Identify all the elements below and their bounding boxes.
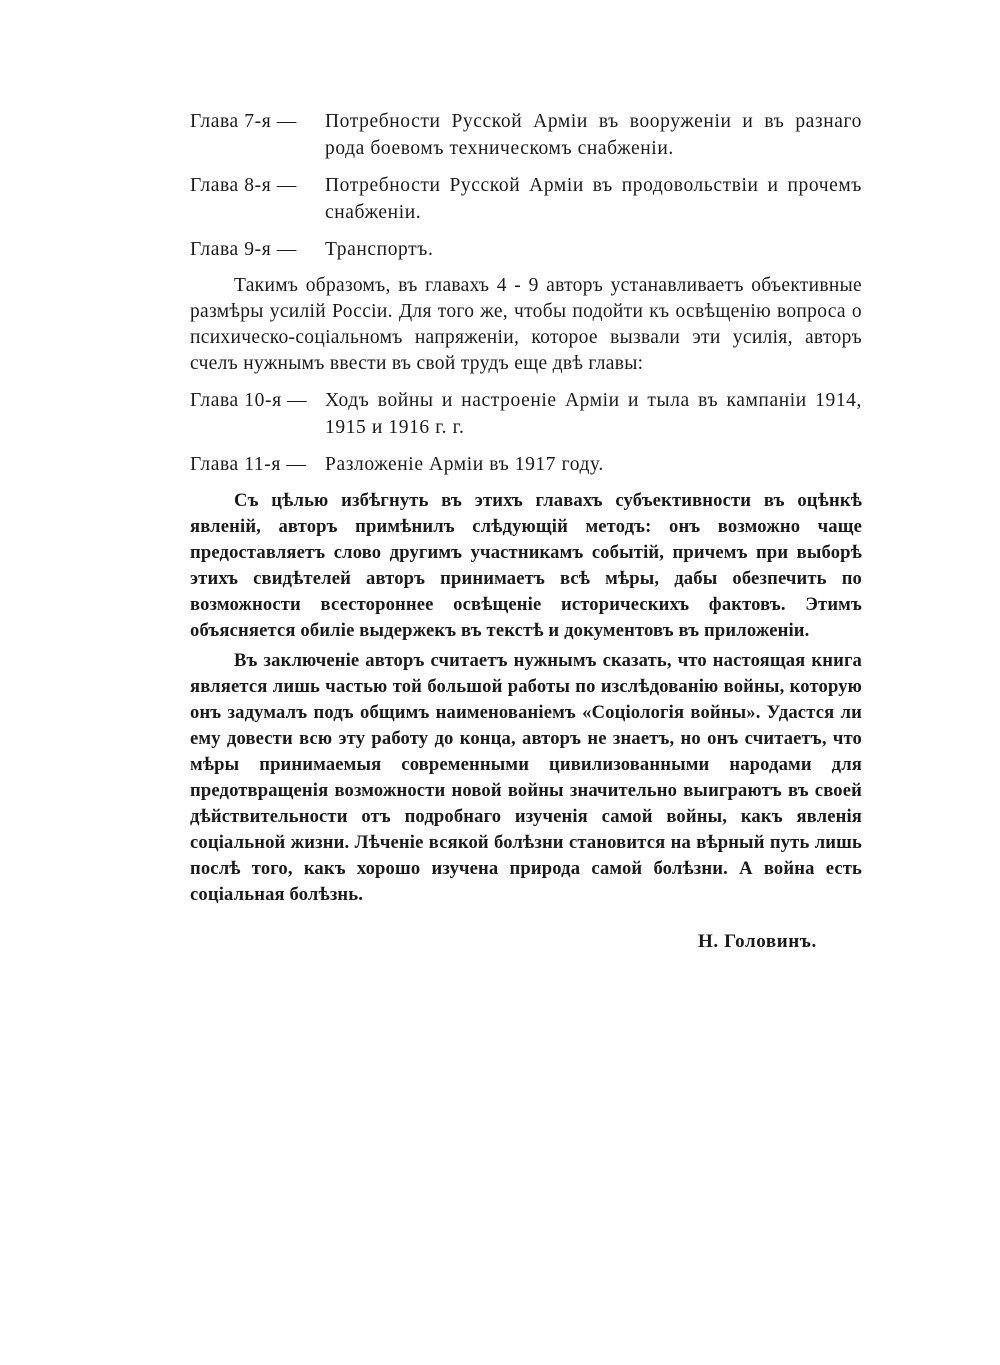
chapter-label: Глава 8-я — <box>190 175 297 196</box>
paragraph-conclusion: Въ заключеніе авторъ считаетъ нужнымъ сказать, что настоящая книга является лишь частью той большой работы по изслѣдованію войны, которую онъ задумалъ подъ общимъ наименованіемъ «Соціологія войны». Удастся ли ему довести всю эту работу до конца, авторъ не знаетъ, но онъ считаетъ, что мѣры принимаемыя современными цивилизованными народами для предотвращенія возможности новой войны значительно выиграютъ въ своей дѣйствительности отъ подробнаго изученія самой войны, какъ явленія соціальной жизни. Лѣченіе всякой болѣзни становится на вѣрный путь лишь послѣ того, какъ хорошо изучена природа самой болѣзни. А война есть соціальная болѣзнь. <box>190 650 862 905</box>
paragraph-method: Съ цѣлью избѣгнуть въ этихъ главахъ субъективности въ оцѣнкѣ явленій, авторъ примѣнилъ слѣдующій методъ: онъ возможно чаще предоставляетъ слово другимъ участникамъ событій, причемъ при выборѣ этихъ свидѣтелей авторъ принимаетъ всѣ мѣры, дабы обезпечить по возможности всестороннее освѣщеніе историческихъ фактовъ. Этимъ объясняется обиліе выдержекъ въ текстѣ и документовъ въ приложеніи. <box>190 490 862 641</box>
chapter-label: Глава 10-я — <box>190 390 308 411</box>
author-signature: Н. Головинъ. <box>698 931 817 952</box>
chapter-title: Разложеніе Арміи въ 1917 году. <box>325 454 604 475</box>
chapter-title: Транспортъ. <box>325 239 434 260</box>
chapter-entry-11 <box>190 451 862 478</box>
chapter-label: Глава 9-я — <box>190 239 297 260</box>
document-page <box>190 108 862 912</box>
chapter-entry-7 <box>190 108 862 162</box>
chapter-title: Потребности Русской Арміи въ вооруженіи и въ разнаго рода боевомъ техническомъ снабженіи. <box>325 111 862 159</box>
paragraph-intro: Такимъ образомъ, въ главахъ 4 - 9 авторъ устанавливаетъ объективные размѣры усилій Россіи. Для того же, чтобы подойти къ освѣщенію вопроса о психическо-соціальномъ напряженіи, которое вызвали эти усилія, авторъ счелъ нужнымъ ввести въ свой трудъ еще двѣ главы: <box>190 275 862 374</box>
chapter-entry-9 <box>190 236 862 263</box>
chapter-entry-8 <box>190 172 862 226</box>
chapter-label: Глава 7-я — <box>190 111 297 132</box>
chapter-entry-10 <box>190 387 862 441</box>
chapter-title: Ходъ войны и настроеніе Арміи и тыла въ кампаніи 1914, 1915 и 1916 г. г. <box>325 390 862 438</box>
chapter-label: Глава 11-я — <box>190 454 307 475</box>
chapter-title: Потребности Русской Арміи въ продовольствіи и прочемъ снабженіи. <box>325 175 862 223</box>
